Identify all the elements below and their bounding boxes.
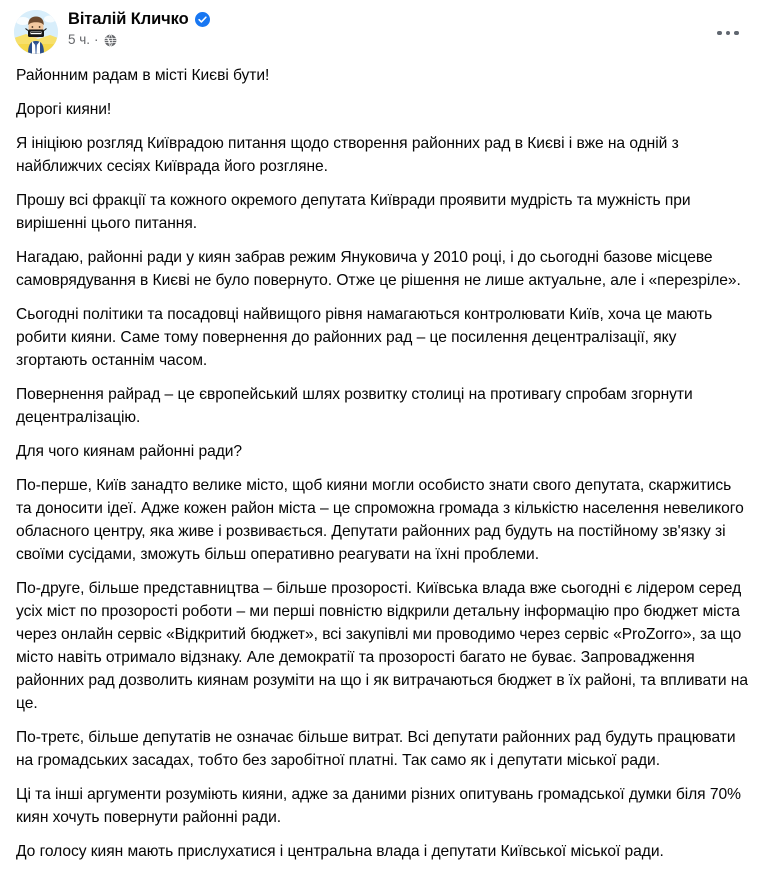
avatar-image: [14, 10, 58, 54]
post-options-menu-button[interactable]: [711, 22, 745, 44]
post-message-body: [0, 58, 763, 863]
post-author-block: [68, 8, 210, 48]
post-header: [0, 0, 763, 58]
globe-icon[interactable]: [104, 34, 117, 47]
post-paragraph: По-третє, більше депутатів не означає більше витрат. Всі депутати районних рад будуть працювати на громадських засадах, тобто без заробітної платні. Так само як і депутати міської ради.: [16, 729, 736, 769]
avatar[interactable]: [14, 10, 58, 54]
post-timestamp[interactable]: 5 ч.: [68, 32, 91, 47]
post-paragraph: Прошу всі фракції та кожного окремого депутата Київради проявити мудрість та мужність при вирішенні цього питання.: [16, 192, 691, 232]
post-paragraph: До голосу киян мають прислухатися і центральна влада і депутати Київської міської ради.: [16, 843, 664, 860]
meta-separator: ·: [94, 32, 99, 47]
post-paragraph: Сьогодні політики та посадовці найвищого рівня намагаються контролювати Київ, хоча це мають робити кияни. Саме тому повернення до районних рад – це посилення децентралізації, яку згортають останнім часом.: [16, 306, 713, 369]
post-paragraph: Я ініціюю розгляд Київрадою питання щодо створення районних рад в Києві і вже на одній з найближчих сесіях Київрада його розгляне.: [16, 135, 679, 175]
author-name-row: [68, 9, 210, 29]
post-paragraph: Для чого киянам районні ради?: [16, 443, 243, 460]
post-paragraph: По-друге, більше представництва – більше прозорості. Київська влада вже сьогодні є лідером серед усіх міст по прозорості роботи – ми перші повністю відкрили детальну інформацію про бюджет міста через онлайн сервіс «Відкритий бюджет», всі закупівлі ми проводимо через сервіс «ProZorro», за що місто навіть отримало відзнаку. Але демократії та прозорості багато не буває. Запровадження районних рад дозволить киянам розуміти на що і як витрачаються бюджет в їх районі, та впливати на це.: [16, 580, 748, 712]
post-paragraph: Повернення райрад – це європейський шлях розвитку столиці на противагу спробам згорнути децентралізацію.: [16, 386, 693, 426]
dot-2: [726, 31, 731, 36]
post-paragraph: По-перше, Київ занадто велике місто, щоб кияни могли особисто знати свого депутата, скаржитись та доносити ідеї. Адже кожен район міста – це спроможна громада з кількістю населення невеликого обласного центру, яка живе і розвивається. Депутати районних рад будуть на постійному зв'язку зі своїми сусідами, зможуть більш оперативно реагувати на їхні проблеми.: [16, 477, 744, 563]
post-paragraph: Нагадаю, районні ради у киян забрав режим Януковича у 2010 році, і до сьогодні базове місцеве самоврядування в Києві не було повернуто. Отже це рішення не лише актуальне, але і «перезріле».: [16, 249, 741, 289]
post-paragraph: Районним радам в місті Києві бути!: [16, 67, 270, 84]
author-name[interactable]: Віталій Кличко: [68, 10, 189, 28]
dot-1: [717, 31, 722, 36]
post-paragraph: Ці та інші аргументи розуміють кияни, адже за даними різних опитувань громадської думки біля 70% киян хочуть повернути районні ради.: [16, 786, 741, 826]
post-meta-row: [68, 32, 210, 48]
post-paragraph: Дорогі кияни!: [16, 101, 112, 118]
verified-badge-icon[interactable]: [195, 12, 210, 27]
dot-3: [734, 31, 739, 36]
